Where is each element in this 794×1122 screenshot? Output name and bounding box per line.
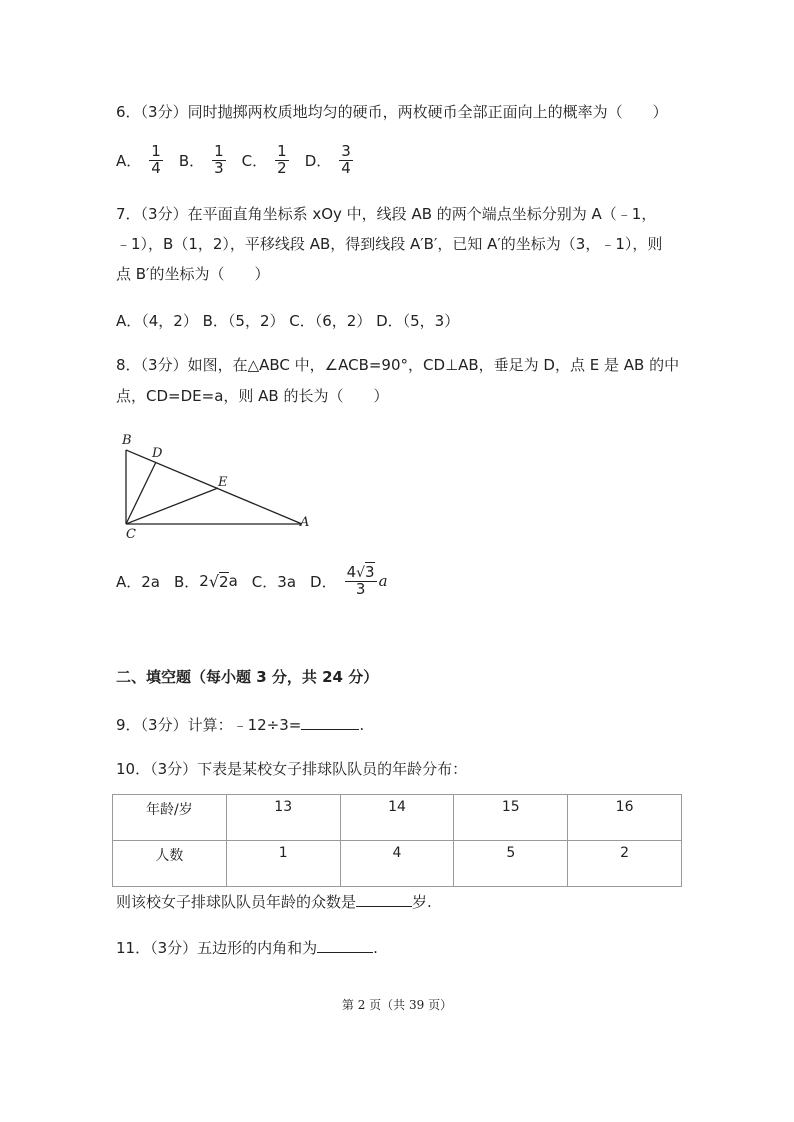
- q7-options: A．（4，2） B．（5，2） C．（6，2） D．（5，3）: [116, 312, 460, 330]
- q6-option-d[interactable]: D． $\frac{3}{4}$: [304, 142, 351, 177]
- label-c: C: [126, 527, 136, 542]
- q8-option-c[interactable]: C．3a: [251, 572, 297, 591]
- table-cell: 2: [568, 841, 682, 887]
- table-cell: 年龄/岁: [113, 795, 227, 841]
- q6-option-b[interactable]: B． $\frac{1}{3}$: [178, 142, 224, 177]
- table-row: [113, 841, 682, 887]
- q9-answer-blank[interactable]: [301, 713, 359, 730]
- segment-ce: [126, 488, 218, 524]
- q6-option-a[interactable]: A． $\frac{1}{4}$: [116, 142, 161, 177]
- table-row: [113, 795, 682, 841]
- q11: 11．（3分）五边形的内角和为 .: [116, 936, 378, 958]
- table-cell: 13: [226, 795, 340, 841]
- section-2-title: 二、填空题（每小题 3 分，共 24 分）: [116, 668, 379, 686]
- label-b: B: [122, 433, 132, 448]
- table-cell: 人数: [113, 841, 227, 887]
- table-cell: 15: [454, 795, 568, 841]
- q7-line-1: 7．（3分）在平面直角坐标系 xOy 中，线段 AB 的两个端点坐标分别为 A（﹣1，: [116, 205, 657, 223]
- q10-after: 则该校女子排球队队员年龄的众数是 岁.: [116, 890, 432, 912]
- label-a: A: [300, 515, 310, 530]
- table-cell: 1: [226, 841, 340, 887]
- segment-ba: [126, 450, 302, 524]
- q11-answer-blank[interactable]: [317, 936, 373, 953]
- page-footer: 第 2 页（共 39 页）: [341, 998, 453, 1012]
- q6-option-c[interactable]: C． $\frac{1}{2}$: [241, 142, 287, 177]
- label-d: D: [152, 446, 163, 461]
- q8-option-a[interactable]: A．2a: [116, 572, 160, 591]
- q8-line-2: 点，CD=DE=a，则 AB 的长为（ ）: [116, 387, 389, 405]
- q8-options: [116, 565, 402, 598]
- q10-answer-blank[interactable]: [356, 890, 412, 907]
- q10-stem: 10．（3分）下表是某校女子排球队队员的年龄分布：: [116, 760, 468, 778]
- q7-line-2: ﹣1），B（1，2），平移线段 AB，得到线段 A′B′，已知 A′的坐标为（3，﹣1），则: [116, 235, 663, 253]
- table-cell: 16: [568, 795, 682, 841]
- q6-options: [116, 144, 369, 177]
- q7-line-3: 点 B′的坐标为（ ）: [116, 265, 270, 283]
- age-distribution-table: [112, 794, 682, 887]
- q9: 9．（3分）计算：﹣12÷3= .: [116, 713, 364, 735]
- q8-option-b[interactable]: B． 2 √ 2 a: [174, 571, 238, 591]
- q6-stem: 6．（3分）同时抛掷两枚质地均匀的硬币，两枚硬币全部正面向上的概率为（ ）: [116, 103, 668, 121]
- q8-option-d[interactable]: D． $\frac{4√3}{3}$ a: [310, 563, 388, 598]
- label-e: E: [218, 475, 228, 490]
- table-cell: 4: [340, 841, 454, 887]
- q8-triangle-figure: [112, 428, 332, 548]
- table-cell: 5: [454, 841, 568, 887]
- q8-line-1: 8．（3分）如图，在△ABC 中，∠ACB=90°，CD⊥AB，垂足为 D，点 E 是 AB 的中: [116, 356, 680, 374]
- table-cell: 14: [340, 795, 454, 841]
